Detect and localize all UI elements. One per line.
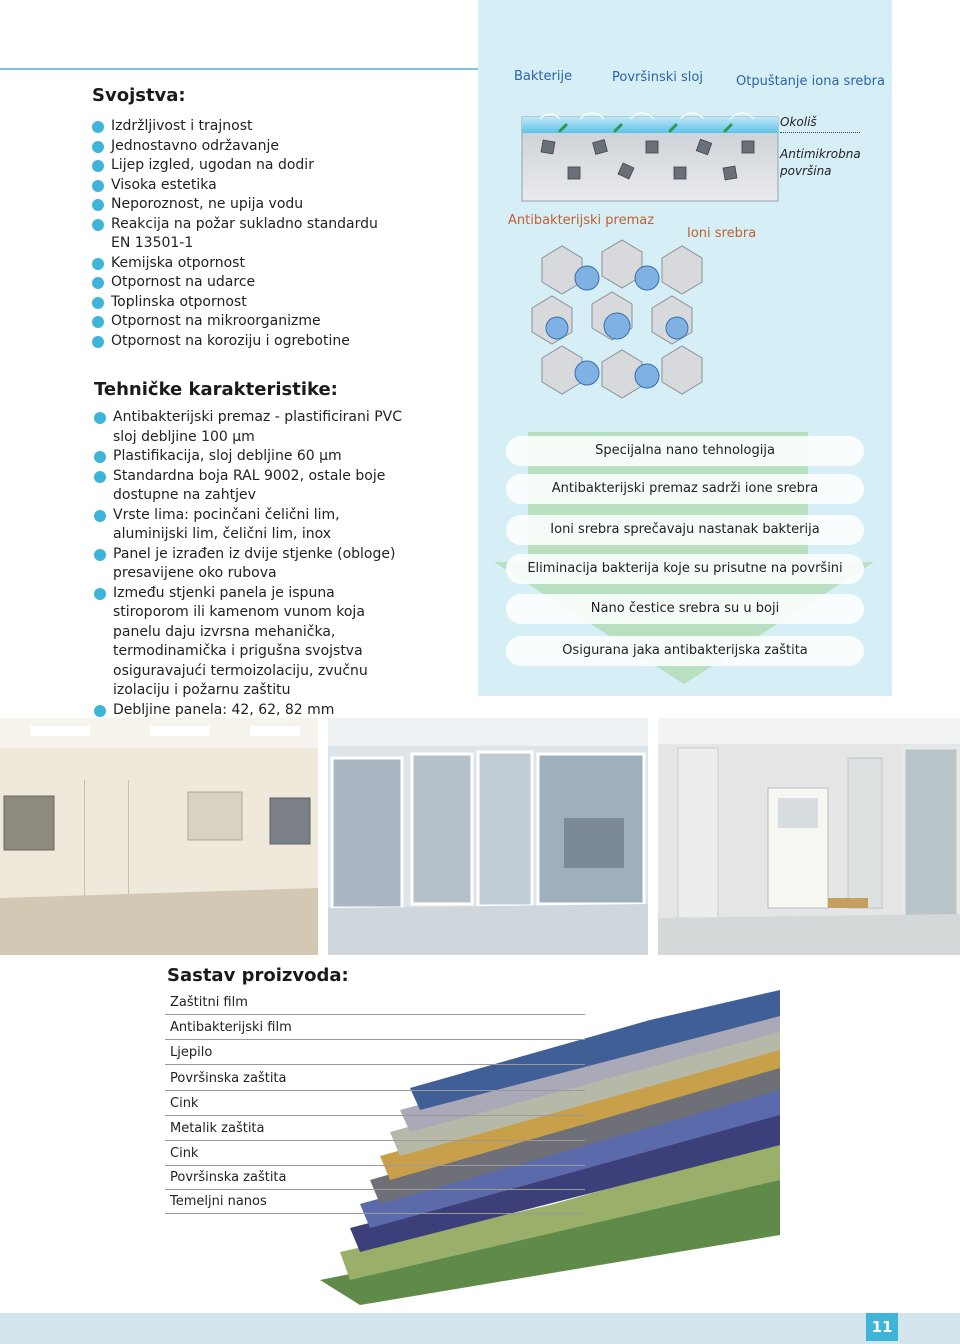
technical-item: Panel je izrađen iz dvije stjenke (obloge) presavijene oko rubova [94,545,412,584]
technical-item: Plastifikacija, sloj debljine 60 µm [94,447,412,467]
page-number: 11 [866,1313,898,1341]
properties-item: Otpornost na koroziju i ogrebotine [92,332,392,352]
technical-title: Tehničke karakteristike: [94,379,338,400]
composition-layer: Temeljni nanos [165,1192,585,1214]
benefit-item: Ioni srebra sprečavaju nastanak bakterija [506,515,864,545]
label-silver-ions: Ioni srebra [687,226,757,241]
technical-item: Debljine panela: 42, 62, 82 mm [94,701,412,721]
properties-item: Reakcija na požar sukladno standardu EN 13501-1 [92,215,392,254]
properties-item: Jednostavno održavanje [92,137,392,157]
technical-list [94,408,412,720]
composition-layer: Površinska zaštita [165,1168,585,1190]
benefit-item: Nano čestice srebra su u boji [506,594,864,624]
technical-item: Antibakterijski premaz - plastificirani PVC sloj debljine 100 µm [94,408,412,447]
cleanroom-photo-2 [328,718,648,955]
properties-item: Izdržljivost i trajnost [92,117,392,137]
composition-layer: Zaštitni film [165,993,585,1015]
benefit-item: Antibakterijski premaz sadrži ione srebra [506,474,864,504]
benefit-item: Osigurana jaka antibakterijska zaštita [506,636,864,666]
benefit-item: Specijalna nano tehnologija [506,436,864,466]
composition-layer: Antibakterijski film [165,1018,585,1040]
footer-band [0,1313,960,1344]
label-surface-layer: Površinski sloj [612,70,703,85]
technical-item: Između stjenki panela je ispuna stiroporom ili kamenom vunom koja panelu daju izvrsna mehanička, termodinamička i prigušna svojstva osiguravajući termoizolaciju, zvučnu izolaciju i požarnu zaštitu [94,584,412,701]
technical-item: Vrste lima: pocinčani čelični lim, aluminijski lim, čelični lim, inox [94,506,412,545]
properties-item: Otpornost na udarce [92,273,392,293]
properties-list [92,117,392,351]
surface-cross-section [520,95,780,205]
label-silver-release: Otpuštanje iona srebra [736,74,885,89]
properties-item: Toplinska otpornost [92,293,392,313]
composition-layer: Ljepilo [165,1043,585,1065]
silver-lattice-illustration [522,238,712,418]
cleanroom-photo-3 [658,718,960,955]
composition-layer: Površinska zaštita [165,1069,585,1091]
label-environment: Okoliš [780,115,817,129]
label-bacteria: Bakterije [514,69,573,84]
cleanroom-photo-1 [0,718,318,955]
top-divider [0,68,478,70]
composition-layer: Metalik zaštita [165,1119,585,1141]
properties-item: Kemijska otpornost [92,254,392,274]
properties-item: Lijep izgled, ugodan na dodir [92,156,392,176]
composition-layer: Cink [165,1094,585,1116]
label-antimicrobial-surface: Antimikrobna površina [780,147,861,178]
technical-item: Standardna boja RAL 9002, ostale boje dostupne na zahtjev [94,467,412,506]
properties-item: Neporoznost, ne upija vodu [92,195,392,215]
properties-item: Visoka estetika [92,176,392,196]
properties-title: Svojstva: [92,85,186,106]
composition-title: Sastav proizvoda: [167,965,349,986]
composition-layer: Cink [165,1144,585,1166]
properties-item: Otpornost na mikroorganizme [92,312,392,332]
environment-divider [780,132,860,133]
label-antibacterial-coating: Antibakterijski premaz [508,213,655,228]
benefit-item: Eliminacija bakterija koje su prisutne na površini [506,554,864,584]
